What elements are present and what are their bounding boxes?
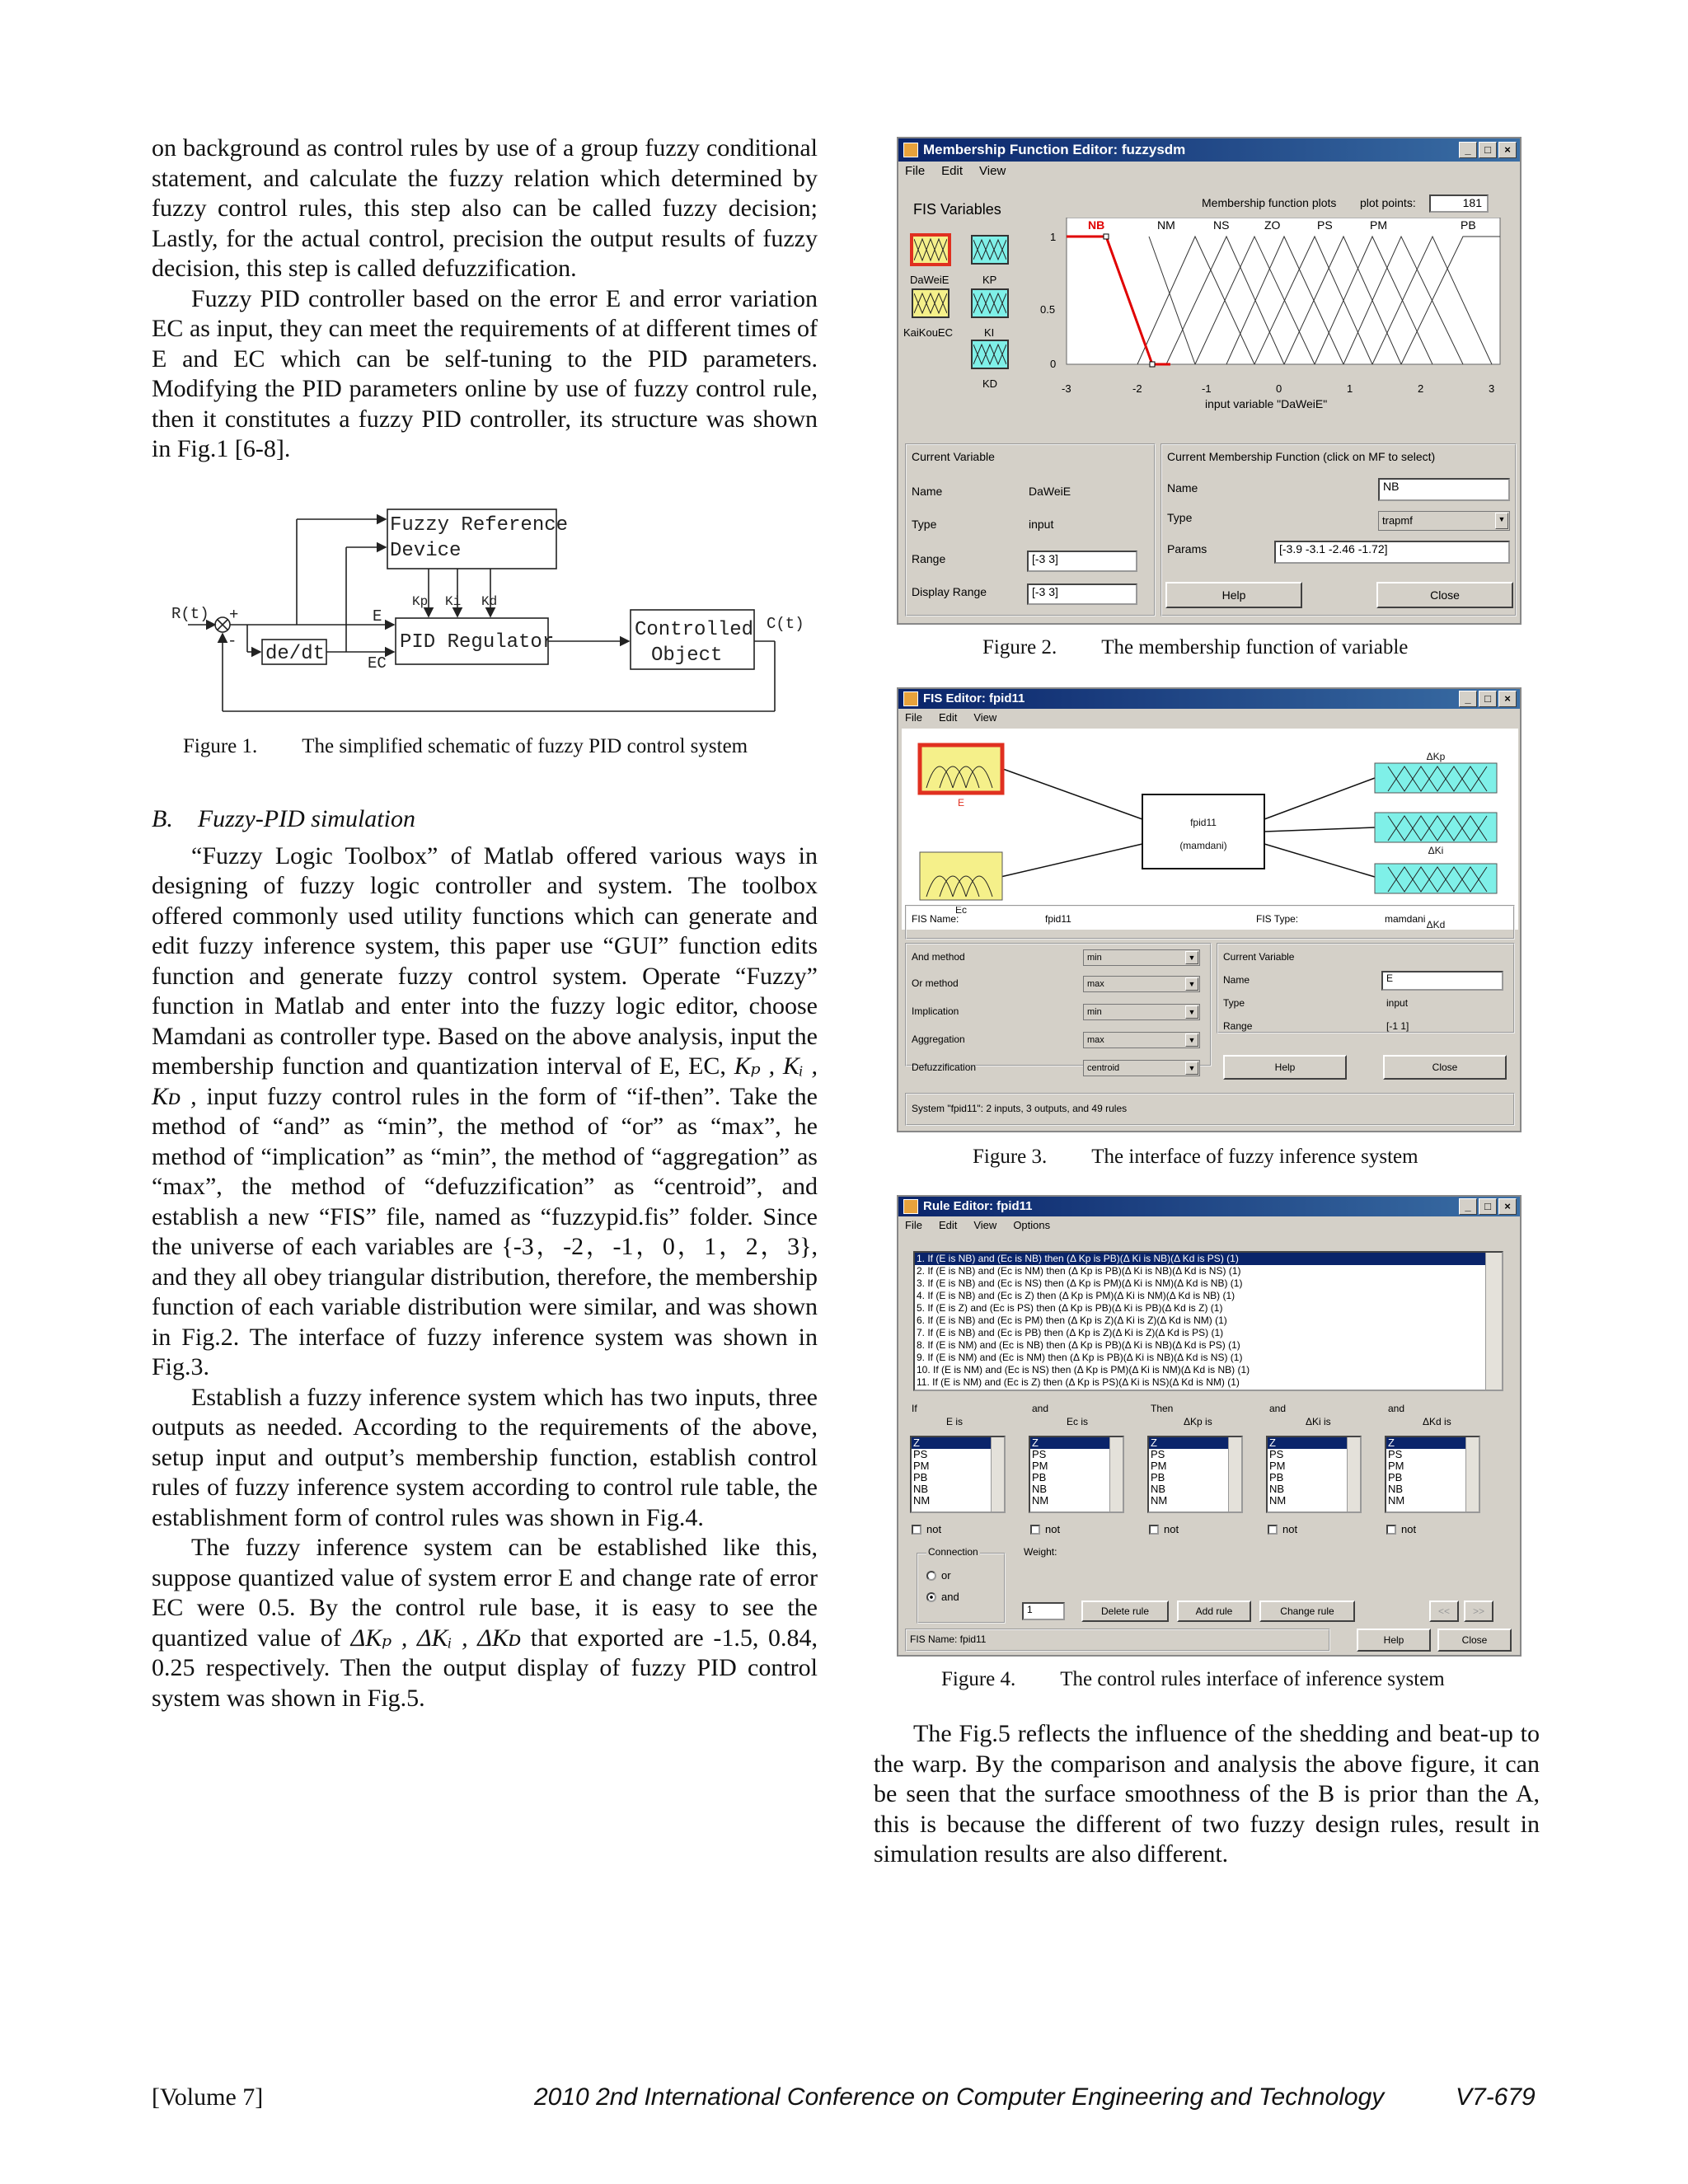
range-label: Range	[912, 552, 946, 565]
implication-select[interactable]: min ▼	[1083, 1004, 1200, 1020]
mf-label-zo: ZO	[1264, 218, 1281, 232]
chevron-down-icon: ▼	[1495, 513, 1508, 529]
pid-regulator-label: PID Regulator	[400, 631, 555, 654]
var-ki-box[interactable]	[971, 288, 1009, 318]
plus-label: +	[229, 606, 239, 624]
x-tick-m3: -3	[1062, 382, 1071, 395]
output-kd-block	[1375, 864, 1497, 893]
var-ki-label: KI	[984, 326, 995, 339]
close-window-button[interactable]: ×	[1498, 142, 1517, 158]
listbox-ki[interactable]: Z PS PM PB NB NM	[1266, 1436, 1362, 1513]
figure-1-diagram	[165, 501, 808, 724]
col-sub-ki: ΔKi is	[1306, 1416, 1331, 1427]
col-sub-kd: ΔKd is	[1423, 1416, 1451, 1427]
x-axis-label: input variable "DaWeiE"	[1205, 397, 1328, 410]
chevron-down-icon: ▼	[1185, 977, 1198, 991]
menu-view[interactable]: View	[973, 1219, 997, 1231]
y-tick-05: 0.5	[1040, 303, 1056, 316]
menu-options[interactable]: Options	[1013, 1219, 1051, 1231]
menu-edit[interactable]: Edit	[941, 164, 964, 178]
listbox-scrollbar[interactable]	[1347, 1437, 1360, 1511]
mf-type-label: Type	[1167, 511, 1193, 524]
listbox-e[interactable]: Z PS PM PB NB NM	[910, 1436, 1006, 1513]
weight-label: Weight:	[1024, 1546, 1057, 1558]
current-variable-title: Current Variable	[912, 450, 995, 463]
listbox-scrollbar[interactable]	[991, 1437, 1004, 1511]
cv-range-label: Range	[1223, 1020, 1253, 1032]
display-range-label: Display Range	[912, 585, 987, 598]
mf-label-nb: NB	[1088, 218, 1105, 232]
rt-label: R(t)	[171, 605, 209, 623]
matlab-icon	[903, 691, 918, 706]
not-checkbox-e[interactable]: not	[912, 1523, 941, 1535]
rule-editor-menubar	[898, 1216, 1520, 1235]
mf-label-ps: PS	[1317, 218, 1333, 232]
rule-item[interactable]: 1. If (E is NB) and (Ec is NB) then (Δ Kp is PB)(Δ Ki is NB)(Δ Kd is PS) (1)	[915, 1253, 1502, 1265]
fis-name-value: fpid11	[1045, 913, 1071, 925]
var-kd-label: KD	[982, 377, 998, 390]
mf-editor-window	[897, 137, 1522, 625]
e-label: E	[373, 607, 382, 626]
paragraph-5c: that exported are -1.5, 0.84, 0.25 respectively. Then the output display of fuzzy PID control system was shown in Fig.5.	[152, 1624, 818, 1712]
output-kd-label: ΔKd	[1426, 919, 1446, 930]
close-window-button[interactable]: ×	[1498, 1198, 1517, 1215]
col-head-and-3: and	[1388, 1403, 1405, 1414]
x-tick-m1: -1	[1202, 382, 1212, 395]
defuzzification-label: Defuzzification	[912, 1062, 977, 1073]
input-ec-block	[920, 852, 1002, 900]
range-field[interactable]: [-3 3]	[1027, 551, 1137, 572]
rule-item[interactable]: 3. If (E is NB) and (Ec is NS) then (Δ Kp is PM)(Δ Ki is NM)(Δ Kd is NB) (1)	[917, 1277, 1243, 1289]
mf-editor-titlebar: Membership Function Editor: fuzzysdm _ □ ×	[898, 138, 1520, 162]
menu-file[interactable]: File	[905, 164, 926, 178]
connection-panel	[917, 1553, 1006, 1624]
or-method-select[interactable]: max ▼	[1083, 976, 1200, 992]
not-checkbox-ki[interactable]: not	[1268, 1523, 1297, 1535]
rule-editor-window	[897, 1195, 1522, 1657]
col-head-and-2: and	[1269, 1403, 1287, 1414]
minimize-button[interactable]: _	[1459, 1198, 1477, 1215]
fis-center-name: fpid11	[1190, 817, 1217, 828]
rule-item[interactable]: 2. If (E is NB) and (Ec is NM) then (Δ Kp is PB)(Δ Ki is NB)(Δ Kd is NS) (1)	[917, 1265, 1241, 1277]
minimize-button[interactable]: _	[1459, 142, 1477, 158]
and-method-select[interactable]: min ▼	[1083, 949, 1200, 966]
output-kp-label: ΔKp	[1426, 751, 1446, 762]
defuzzification-select[interactable]: centroid ▼	[1083, 1060, 1200, 1076]
type-value: input	[1029, 518, 1054, 531]
mf-name-field[interactable]: NB	[1378, 478, 1510, 501]
rules-list[interactable]	[913, 1251, 1503, 1391]
paragraph-6: The Fig.5 reflects the influence of the shedding and beat-up to the warp. By the comparison and analysis the above figure, it can be seen that the surface smoothness of the B is prior than the A, this is because the different of two fuzzy design rules, result in simulation results are also different.	[874, 1720, 1540, 1868]
mf-label-ns: NS	[1213, 218, 1230, 232]
fis-variables-label: FIS Variables	[913, 201, 1001, 218]
paragraph-2: Fuzzy PID controller based on the error E and error variation EC as input, they can meet the requirements of at different times of E and EC which can be self-tuning to the PID parameters. Modifying the PID parameters online by use of fuzzy control rule, then it constitutes a fuzzy PID controller, its structure was shown in Fig.1 [6-8].	[152, 284, 818, 462]
col-sub-kp: ΔKp is	[1184, 1416, 1212, 1427]
output-ki-label: ΔKi	[1428, 845, 1444, 856]
plot-points-field[interactable]: 181	[1429, 194, 1489, 213]
menu-view[interactable]: View	[979, 164, 1006, 178]
paragraph-5	[152, 1533, 818, 1713]
help-button[interactable]: Help	[1223, 1055, 1347, 1080]
close-button[interactable]: Close	[1376, 582, 1513, 608]
paragraph-5-delta-symbols: ΔKₚ , ΔKᵢ , ΔKᴅ	[350, 1624, 522, 1652]
var-kaikouec-label: KaiKouEC	[903, 326, 953, 339]
fis-editor-titlebar: FIS Editor: fpid11 _ □ ×	[898, 689, 1520, 709]
y-tick-0: 0	[1050, 358, 1057, 370]
ec-label: EC	[368, 654, 387, 673]
minimize-button[interactable]: _	[1459, 691, 1477, 707]
mf-name-label: Name	[1167, 481, 1198, 494]
close-button[interactable]: Close	[1437, 1629, 1512, 1652]
rule-item[interactable]: 6. If (E is NB) and (Ec is PM) then (Δ Kp is Z)(Δ Ki is Z)(Δ Kd is NM) (1)	[917, 1315, 1227, 1326]
name-label: Name	[912, 485, 943, 498]
and-method-label: And method	[912, 951, 965, 963]
delete-rule-button[interactable]: Delete rule	[1081, 1601, 1169, 1622]
paragraph-1: on background as control rules by use of a group fuzzy conditional statement, and calculate the fuzzy relation which determined by fuzzy control rules, this step also can be called fuzzy decision; Lastly, for the actual control, precision the output results of fuzzy decision, this step is called defuzzification.	[152, 134, 818, 282]
close-window-button[interactable]: ×	[1498, 691, 1517, 707]
left-column-top	[152, 134, 818, 465]
ki-label: Ki	[445, 594, 462, 609]
listbox-scrollbar[interactable]	[1109, 1437, 1123, 1511]
maximize-button[interactable]: □	[1479, 142, 1497, 158]
output-kp-block	[1375, 763, 1497, 793]
fis-type-label: FIS Type:	[1256, 913, 1299, 925]
figure-2-label: Figure 2.	[982, 636, 1057, 658]
input-ec-label: Ec	[954, 904, 968, 916]
menu-file[interactable]: File	[905, 1219, 922, 1231]
col-sub-ec: Ec is	[1067, 1416, 1089, 1427]
output-ki-block	[1375, 813, 1497, 842]
x-tick-3: 3	[1489, 382, 1495, 395]
col-head-then: Then	[1151, 1403, 1174, 1414]
ct-label: C(t)	[767, 615, 804, 633]
footer-volume: [Volume 7]	[152, 2083, 264, 2111]
paragraph-3c: input fuzzy control rules in the form of “if-then”. Take the method of “and” as “min”, the method of “or” as “max”, he method of “implication” as “min”, the method of “aggregation” as “max”, the method of “defuzzification” as “centroid”, and establish a new “FIS” file, named as “fuzzypid.fis” folder. Since the universe of each variables are {-3，-2，-1，0，1，2，3}, and they all obey triangular distribution, therefore, the membership function of each variable distribution were similar, and was shown in Fig.2. The interface of fuzzy inference system was shown in Fig.3.	[152, 1082, 818, 1380]
mf-label-nm: NM	[1157, 218, 1175, 232]
col-head-and-1: and	[1032, 1403, 1049, 1414]
rule-item[interactable]: 8. If (E is NM) and (Ec is NB) then (Δ Kp is PB)(Δ Ki is NB)(Δ Kd is PS) (1)	[917, 1339, 1240, 1351]
plot-label: Membership function plots	[1202, 196, 1337, 209]
kp-label: Kp	[412, 594, 429, 609]
fis-center-type: (mamdani)	[1179, 840, 1227, 851]
next-rule-button[interactable]: >>	[1464, 1601, 1493, 1622]
figure-1-text: The simplified schematic of fuzzy PID control system	[302, 735, 748, 757]
fis-type-value: mamdani	[1385, 913, 1426, 925]
paragraph-3-k-symbols: Kₚ , Kᵢ , Kᴅ ,	[152, 1052, 818, 1110]
x-tick-2: 2	[1418, 382, 1424, 395]
mf-label-pb: PB	[1461, 218, 1476, 232]
not-checkbox-kd[interactable]: not	[1386, 1523, 1416, 1535]
right-column-text	[874, 1719, 1540, 1870]
input-e-label: E	[957, 797, 965, 808]
help-button[interactable]: Help	[1165, 582, 1302, 608]
aggregation-select[interactable]: max ▼	[1083, 1032, 1200, 1048]
listbox-scrollbar[interactable]	[1228, 1437, 1241, 1511]
paragraph-5a: The fuzzy inference system can be established like this, suppose quantized value of system error E and change rate of error EC were 0.5. By the control rule base, it is easy to see the quantized value of	[152, 1534, 818, 1652]
controlled-object-label-2: Object	[651, 644, 723, 667]
paragraph-4: Establish a fuzzy inference system which has two inputs, three outputs as needed. According to the requirements of the above, setup input and output’s membership function, establish control rules of fuzzy inference system according to control rule table, the establishment form of control rules was shown in Fig.4.	[152, 1383, 818, 1531]
var-daweie-box[interactable]	[910, 233, 951, 266]
or-method-label: Or method	[912, 977, 959, 989]
y-tick-1: 1	[1050, 231, 1057, 243]
prev-rule-button[interactable]: <<	[1429, 1601, 1459, 1622]
params-field[interactable]: [-3.9 -3.1 -2.46 -1.72]	[1274, 541, 1510, 564]
radio-or[interactable]: or	[926, 1569, 951, 1582]
listbox-scrollbar[interactable]	[1465, 1437, 1479, 1511]
plot-points-label: plot points:	[1360, 196, 1416, 209]
figure-4-label: Figure 4.	[941, 1668, 1016, 1690]
fuzzy-ref-label-1: Fuzzy Reference	[390, 514, 569, 537]
col-head-if: If	[912, 1403, 917, 1414]
left-column-bottom	[152, 804, 818, 1713]
footer-page: V7-679	[1456, 2083, 1536, 2111]
x-tick-1: 1	[1347, 382, 1353, 395]
col-sub-e: E is	[946, 1416, 964, 1427]
rule-item[interactable]: 7. If (E is NB) and (Ec is PB) then (Δ Kp is Z)(Δ Ki is Z)(Δ Kd is PS) (1)	[917, 1327, 1224, 1338]
fis-name-label: FIS Name:	[912, 913, 959, 925]
menu-file[interactable]: File	[905, 711, 922, 724]
maximize-button[interactable]: □	[1479, 691, 1497, 707]
rule-item[interactable]: 11. If (E is NM) and (Ec is Z) then (Δ Kp is PS)(Δ Ki is NS)(Δ Kd is NM) (1)	[917, 1376, 1240, 1388]
connection-label: Connection	[928, 1546, 978, 1558]
figure-4-caption	[941, 1668, 1445, 1691]
figure-3-text: The interface of fuzzy inference system	[1091, 1146, 1418, 1168]
name-value: DaWeiE	[1029, 485, 1071, 498]
var-kp-label: KP	[982, 274, 997, 286]
menu-edit[interactable]: Edit	[938, 1219, 958, 1231]
var-kd-box[interactable]	[971, 340, 1009, 369]
fis-editor-window	[897, 687, 1522, 1132]
mf-editor-menubar	[898, 162, 1520, 181]
rules-scrollbar[interactable]	[1485, 1253, 1502, 1390]
cv-type-value: input	[1386, 997, 1409, 1009]
current-mf-title: Current Membership Function (click on MF to select)	[1167, 450, 1436, 463]
not-checkbox-kp[interactable]: not	[1149, 1523, 1179, 1535]
cv-range-value: [-1 1]	[1386, 1020, 1409, 1032]
minus-label: -	[227, 632, 237, 650]
section-b-heading: B. Fuzzy-PID simulation	[152, 805, 415, 832]
rule-item[interactable]: 9. If (E is NM) and (Ec is NM) then (Δ Kp is PB)(Δ Ki is NB)(Δ Kd is NS) (1)	[917, 1352, 1243, 1363]
x-tick-0: 0	[1276, 382, 1282, 395]
rule-fis-name: FIS Name: fpid11	[910, 1633, 987, 1645]
matlab-icon	[903, 143, 918, 157]
mf-plot	[1063, 218, 1508, 382]
fis-editor-menubar	[898, 709, 1520, 727]
chevron-down-icon: ▼	[1185, 1005, 1198, 1019]
figure-2-caption	[982, 636, 1408, 659]
var-kp-box[interactable]	[971, 235, 1009, 265]
status-text: System "fpid11": 2 inputs, 3 outputs, and 49 rules	[912, 1103, 1128, 1114]
figure-1-caption	[183, 735, 748, 758]
mf-label-pm: PM	[1370, 218, 1387, 232]
listbox-kp[interactable]: Z PS PM PB NB NM	[1147, 1436, 1243, 1513]
chevron-down-icon: ▼	[1185, 951, 1198, 964]
var-daweie-label: DaWeiE	[910, 274, 950, 286]
paragraph-3	[152, 841, 818, 1383]
input-e-block	[920, 745, 1002, 793]
weight-field[interactable]: 1	[1022, 1602, 1065, 1620]
kd-label: Kd	[481, 594, 498, 609]
var-kaikouec-box[interactable]	[912, 288, 950, 318]
menu-edit[interactable]: Edit	[938, 711, 958, 724]
rule-item[interactable]: 4. If (E is NB) and (Ec is Z) then (Δ Kp is PM)(Δ Ki is NM)(Δ Kd is NB) (1)	[917, 1290, 1236, 1301]
matlab-icon	[903, 1199, 918, 1214]
figure-4-text: The control rules interface of inference system	[1060, 1668, 1445, 1690]
cv-name-field[interactable]: E	[1381, 971, 1503, 991]
footer-conference: 2010 2nd International Conference on Computer Engineering and Technology	[534, 2083, 1385, 2111]
maximize-button[interactable]: □	[1479, 1198, 1497, 1215]
menu-view[interactable]: View	[973, 711, 997, 724]
radio-and[interactable]: and	[926, 1591, 959, 1603]
listbox-kd[interactable]: Z PS PM PB NB NM	[1385, 1436, 1480, 1513]
figure-1-label: Figure 1.	[183, 735, 258, 757]
aggregation-label: Aggregation	[912, 1033, 965, 1045]
add-rule-button[interactable]: Add rule	[1177, 1601, 1251, 1622]
display-range-field[interactable]: [-3 3]	[1027, 583, 1137, 605]
type-label: Type	[912, 518, 937, 531]
mf-type-select[interactable]: trapmf ▼	[1378, 511, 1510, 531]
close-button[interactable]: Close	[1383, 1055, 1507, 1080]
dedt-label: de/dt	[265, 643, 326, 665]
figure-3-label: Figure 3.	[973, 1146, 1048, 1168]
not-checkbox-ec[interactable]: not	[1030, 1523, 1060, 1535]
implication-label: Implication	[912, 1005, 959, 1017]
chevron-down-icon: ▼	[1185, 1062, 1198, 1075]
current-var-title: Current Variable	[1223, 951, 1295, 963]
change-rule-button[interactable]: Change rule	[1259, 1601, 1355, 1622]
params-label: Params	[1167, 542, 1207, 555]
cv-name-label: Name	[1223, 974, 1250, 986]
x-tick-m2: -2	[1132, 382, 1142, 395]
rule-item[interactable]: 5. If (E is Z) and (Ec is PS) then (Δ Kp is PB)(Δ Ki is PB)(Δ Kd is Z) (1)	[917, 1302, 1223, 1314]
figure-3-caption	[973, 1146, 1418, 1169]
fis-diagram	[902, 729, 1518, 930]
controlled-object-label-1: Controlled	[635, 619, 754, 641]
cv-type-label: Type	[1223, 997, 1245, 1009]
listbox-ec[interactable]: Z PS PM PB NB NM	[1029, 1436, 1124, 1513]
rule-item[interactable]: 10. If (E is NM) and (Ec is NS) then (Δ Kp is PM)(Δ Ki is NM)(Δ Kd is NB) (1)	[917, 1364, 1250, 1376]
rule-editor-titlebar: Rule Editor: fpid11 _ □ ×	[898, 1197, 1520, 1216]
paragraph-3a: “Fuzzy Logic Toolbox” of Matlab offered various ways in designing of fuzzy logic controller and system. The toolbox offered commonly used utility functions which can generate and edit fuzzy inference system, this paper use “GUI” function edits function and generate fuzzy control system. Operate “Fuzzy” function in Matlab and enter into the fuzzy logic editor, choose Mamdani as controller type. Based on the above analysis, input the membership function and quantization interval of E, EC,	[152, 841, 818, 1080]
fuzzy-ref-label-2: Device	[390, 540, 462, 562]
chevron-down-icon: ▼	[1185, 1033, 1198, 1047]
figure-2-text: The membership function of variable	[1101, 636, 1409, 658]
help-button[interactable]: Help	[1357, 1629, 1431, 1652]
